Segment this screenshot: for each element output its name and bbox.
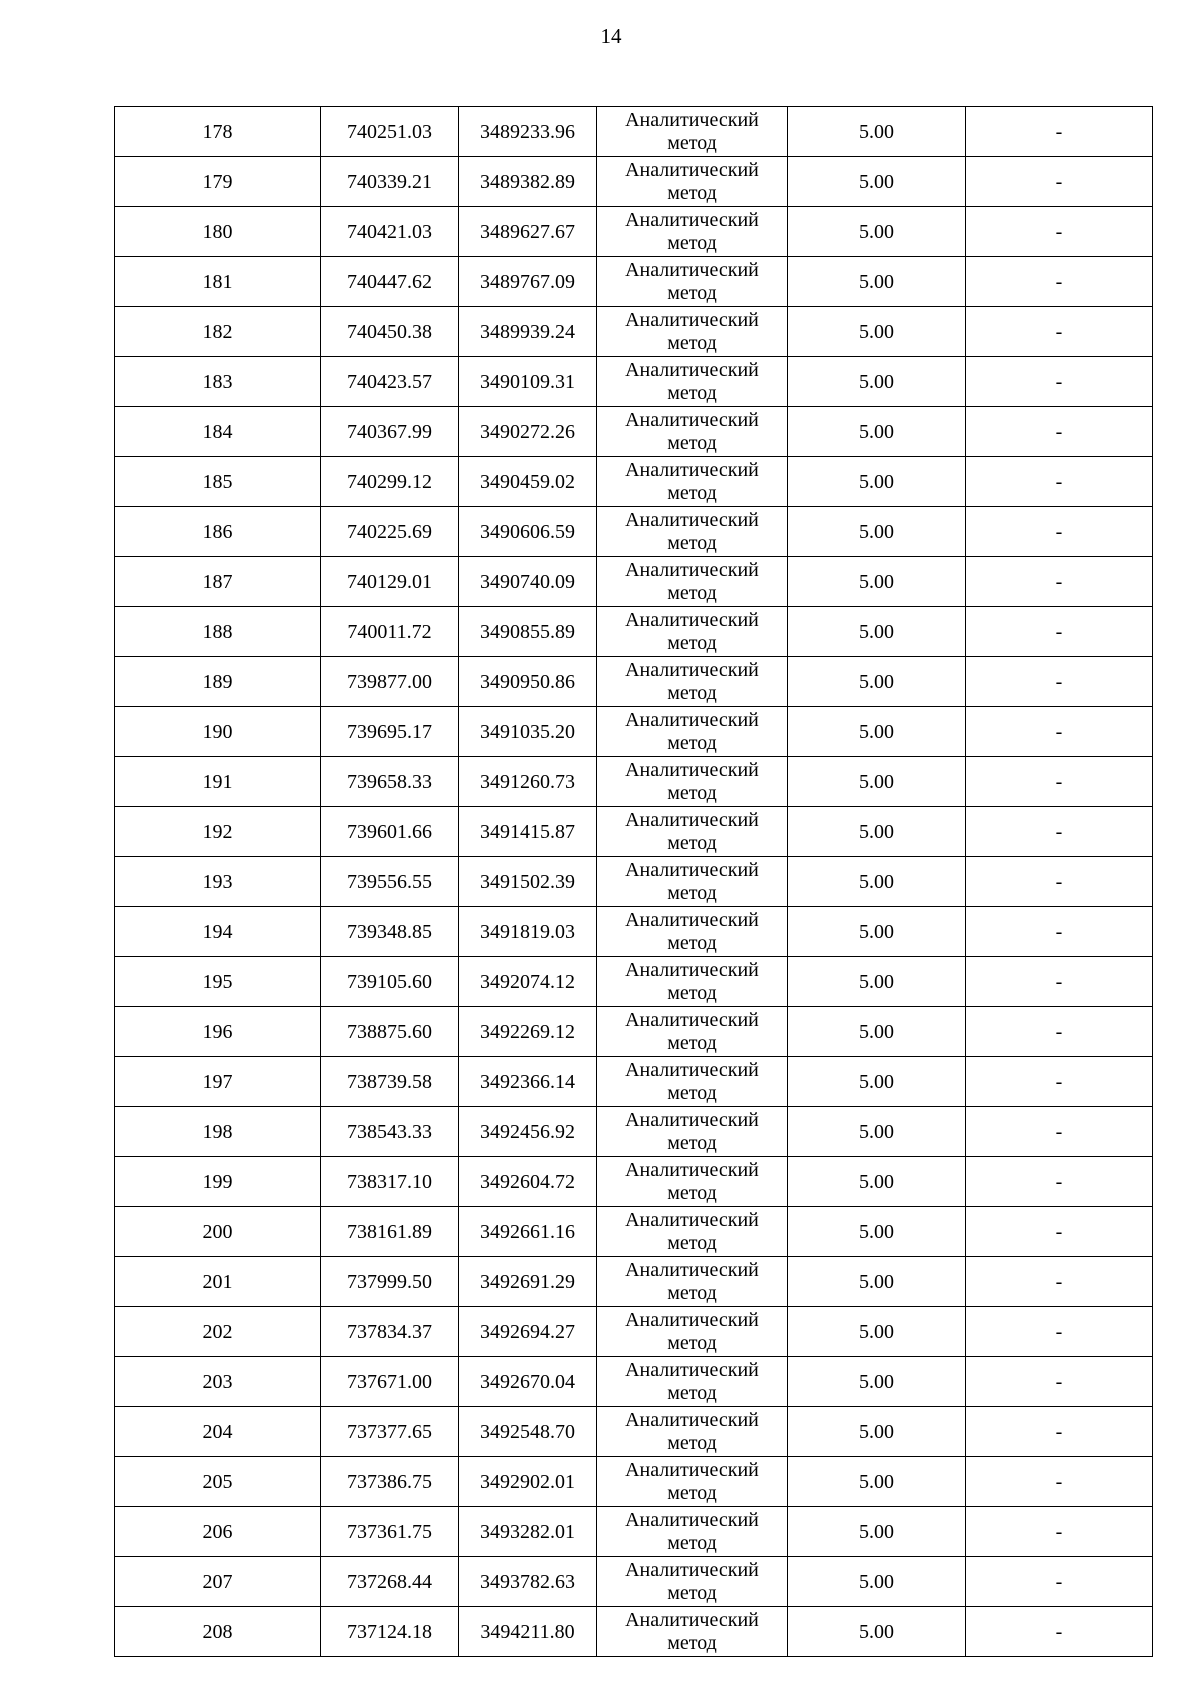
method-line-1: Аналитический bbox=[625, 1309, 759, 1331]
table-row bbox=[115, 1557, 1153, 1607]
method-line-2: метод bbox=[667, 1632, 717, 1654]
method-line-1: Аналитический bbox=[625, 759, 759, 781]
point-number-cell: 205 bbox=[115, 1457, 321, 1507]
accuracy-cell: 5.00 bbox=[788, 1357, 966, 1407]
method-line-2: метод bbox=[667, 1332, 717, 1354]
table-row bbox=[115, 757, 1153, 807]
point-number-cell: 188 bbox=[115, 607, 321, 657]
x-coordinate-cell: 737268.44 bbox=[321, 1557, 459, 1607]
y-coordinate-cell: 3490606.59 bbox=[459, 507, 597, 557]
y-coordinate-cell: 3493282.01 bbox=[459, 1507, 597, 1557]
table-row bbox=[115, 307, 1153, 357]
y-coordinate-cell: 3490855.89 bbox=[459, 607, 597, 657]
note-cell: - bbox=[966, 607, 1153, 657]
accuracy-cell: 5.00 bbox=[788, 1307, 966, 1357]
method-line-2: метод bbox=[667, 1282, 717, 1304]
point-number-cell: 180 bbox=[115, 207, 321, 257]
accuracy-cell: 5.00 bbox=[788, 1507, 966, 1557]
note-cell: - bbox=[966, 207, 1153, 257]
method-line-1: Аналитический bbox=[625, 959, 759, 981]
note-cell: - bbox=[966, 907, 1153, 957]
method-line-2: метод bbox=[667, 482, 717, 504]
note-cell: - bbox=[966, 1107, 1153, 1157]
y-coordinate-cell: 3491260.73 bbox=[459, 757, 597, 807]
page-number: 14 bbox=[600, 24, 622, 48]
method-cell bbox=[597, 1357, 788, 1407]
method-cell bbox=[597, 807, 788, 857]
method-line-1: Аналитический bbox=[625, 859, 759, 881]
method-line-2: метод bbox=[667, 382, 717, 404]
y-coordinate-cell: 3490109.31 bbox=[459, 357, 597, 407]
accuracy-cell: 5.00 bbox=[788, 807, 966, 857]
accuracy-cell: 5.00 bbox=[788, 1157, 966, 1207]
method-line-1: Аналитический bbox=[625, 159, 759, 181]
accuracy-cell: 5.00 bbox=[788, 207, 966, 257]
table-row bbox=[115, 857, 1153, 907]
method-line-2: метод bbox=[667, 682, 717, 704]
y-coordinate-cell: 3494211.80 bbox=[459, 1607, 597, 1657]
method-line-1: Аналитический bbox=[625, 259, 759, 281]
note-cell: - bbox=[966, 1257, 1153, 1307]
y-coordinate-cell: 3489382.89 bbox=[459, 157, 597, 207]
note-cell: - bbox=[966, 1157, 1153, 1207]
y-coordinate-cell: 3490459.02 bbox=[459, 457, 597, 507]
x-coordinate-cell: 738317.10 bbox=[321, 1157, 459, 1207]
accuracy-cell: 5.00 bbox=[788, 857, 966, 907]
note-cell: - bbox=[966, 1357, 1153, 1407]
table-row bbox=[115, 1407, 1153, 1457]
method-line-1: Аналитический bbox=[625, 609, 759, 631]
method-line-2: метод bbox=[667, 132, 717, 154]
table-row bbox=[115, 1057, 1153, 1107]
method-line-1: Аналитический bbox=[625, 359, 759, 381]
y-coordinate-cell: 3492366.14 bbox=[459, 1057, 597, 1107]
point-number-cell: 198 bbox=[115, 1107, 321, 1157]
method-line-1: Аналитический bbox=[625, 909, 759, 931]
method-line-1: Аналитический bbox=[625, 559, 759, 581]
point-number-cell: 191 bbox=[115, 757, 321, 807]
method-cell bbox=[597, 1307, 788, 1357]
table-row bbox=[115, 707, 1153, 757]
y-coordinate-cell: 3490740.09 bbox=[459, 557, 597, 607]
method-cell bbox=[597, 1507, 788, 1557]
y-coordinate-cell: 3492269.12 bbox=[459, 1007, 597, 1057]
point-number-cell: 201 bbox=[115, 1257, 321, 1307]
method-cell bbox=[597, 1157, 788, 1207]
method-cell bbox=[597, 107, 788, 157]
method-line-1: Аналитический bbox=[625, 809, 759, 831]
y-coordinate-cell: 3491035.20 bbox=[459, 707, 597, 757]
table-row bbox=[115, 1607, 1153, 1657]
point-number-cell: 192 bbox=[115, 807, 321, 857]
method-line-1: Аналитический bbox=[625, 1609, 759, 1631]
method-line-1: Аналитический bbox=[625, 1459, 759, 1481]
x-coordinate-cell: 740450.38 bbox=[321, 307, 459, 357]
accuracy-cell: 5.00 bbox=[788, 707, 966, 757]
method-cell bbox=[597, 1607, 788, 1657]
y-coordinate-cell: 3492074.12 bbox=[459, 957, 597, 1007]
x-coordinate-cell: 738543.33 bbox=[321, 1107, 459, 1157]
x-coordinate-cell: 737999.50 bbox=[321, 1257, 459, 1307]
method-cell bbox=[597, 257, 788, 307]
note-cell: - bbox=[966, 957, 1153, 1007]
method-line-2: метод bbox=[667, 1132, 717, 1154]
x-coordinate-cell: 739105.60 bbox=[321, 957, 459, 1007]
method-line-2: метод bbox=[667, 1582, 717, 1604]
y-coordinate-cell: 3491502.39 bbox=[459, 857, 597, 907]
x-coordinate-cell: 739601.66 bbox=[321, 807, 459, 857]
point-number-cell: 208 bbox=[115, 1607, 321, 1657]
method-line-1: Аналитический bbox=[625, 1559, 759, 1581]
y-coordinate-cell: 3490272.26 bbox=[459, 407, 597, 457]
note-cell: - bbox=[966, 707, 1153, 757]
method-line-2: метод bbox=[667, 782, 717, 804]
y-coordinate-cell: 3490950.86 bbox=[459, 657, 597, 707]
table-row bbox=[115, 207, 1153, 257]
method-line-2: метод bbox=[667, 882, 717, 904]
point-number-cell: 199 bbox=[115, 1157, 321, 1207]
method-cell bbox=[597, 757, 788, 807]
table-row bbox=[115, 957, 1153, 1007]
x-coordinate-cell: 737361.75 bbox=[321, 1507, 459, 1557]
method-cell bbox=[597, 1007, 788, 1057]
method-line-1: Аналитический bbox=[625, 209, 759, 231]
method-cell bbox=[597, 1207, 788, 1257]
x-coordinate-cell: 740447.62 bbox=[321, 257, 459, 307]
point-number-cell: 189 bbox=[115, 657, 321, 707]
point-number-cell: 195 bbox=[115, 957, 321, 1007]
x-coordinate-cell: 738161.89 bbox=[321, 1207, 459, 1257]
point-number-cell: 204 bbox=[115, 1407, 321, 1457]
method-line-2: метод bbox=[667, 282, 717, 304]
accuracy-cell: 5.00 bbox=[788, 1457, 966, 1507]
note-cell: - bbox=[966, 457, 1153, 507]
table-row bbox=[115, 407, 1153, 457]
method-cell bbox=[597, 407, 788, 457]
method-cell bbox=[597, 657, 788, 707]
method-line-1: Аналитический bbox=[625, 1359, 759, 1381]
x-coordinate-cell: 740299.12 bbox=[321, 457, 459, 507]
y-coordinate-cell: 3493782.63 bbox=[459, 1557, 597, 1607]
y-coordinate-cell: 3492548.70 bbox=[459, 1407, 597, 1457]
accuracy-cell: 5.00 bbox=[788, 1207, 966, 1257]
method-line-2: метод bbox=[667, 832, 717, 854]
point-number-cell: 186 bbox=[115, 507, 321, 557]
method-line-2: метод bbox=[667, 1182, 717, 1204]
method-cell bbox=[597, 457, 788, 507]
method-line-2: метод bbox=[667, 182, 717, 204]
method-line-2: метод bbox=[667, 1382, 717, 1404]
accuracy-cell: 5.00 bbox=[788, 1407, 966, 1457]
method-line-1: Аналитический bbox=[625, 1159, 759, 1181]
method-line-1: Аналитический bbox=[625, 1259, 759, 1281]
note-cell: - bbox=[966, 107, 1153, 157]
y-coordinate-cell: 3492456.92 bbox=[459, 1107, 597, 1157]
note-cell: - bbox=[966, 1057, 1153, 1107]
table-row bbox=[115, 607, 1153, 657]
table-row bbox=[115, 807, 1153, 857]
table-row bbox=[115, 907, 1153, 957]
point-number-cell: 181 bbox=[115, 257, 321, 307]
accuracy-cell: 5.00 bbox=[788, 657, 966, 707]
method-line-2: метод bbox=[667, 932, 717, 954]
point-number-cell: 197 bbox=[115, 1057, 321, 1107]
accuracy-cell: 5.00 bbox=[788, 1107, 966, 1157]
accuracy-cell: 5.00 bbox=[788, 557, 966, 607]
point-number-cell: 206 bbox=[115, 1507, 321, 1557]
method-line-1: Аналитический bbox=[625, 1059, 759, 1081]
point-number-cell: 185 bbox=[115, 457, 321, 507]
method-line-2: метод bbox=[667, 1232, 717, 1254]
method-line-2: метод bbox=[667, 1532, 717, 1554]
note-cell: - bbox=[966, 1307, 1153, 1357]
table-row bbox=[115, 457, 1153, 507]
method-line-2: метод bbox=[667, 582, 717, 604]
x-coordinate-cell: 739695.17 bbox=[321, 707, 459, 757]
note-cell: - bbox=[966, 557, 1153, 607]
point-number-cell: 200 bbox=[115, 1207, 321, 1257]
point-number-cell: 183 bbox=[115, 357, 321, 407]
x-coordinate-cell: 739658.33 bbox=[321, 757, 459, 807]
method-cell bbox=[597, 207, 788, 257]
method-cell bbox=[597, 157, 788, 207]
note-cell: - bbox=[966, 807, 1153, 857]
y-coordinate-cell: 3492691.29 bbox=[459, 1257, 597, 1307]
method-cell bbox=[597, 307, 788, 357]
x-coordinate-cell: 740129.01 bbox=[321, 557, 459, 607]
accuracy-cell: 5.00 bbox=[788, 607, 966, 657]
method-line-1: Аналитический bbox=[625, 709, 759, 731]
note-cell: - bbox=[966, 1557, 1153, 1607]
method-line-2: метод bbox=[667, 732, 717, 754]
table-row bbox=[115, 507, 1153, 557]
accuracy-cell: 5.00 bbox=[788, 757, 966, 807]
point-number-cell: 207 bbox=[115, 1557, 321, 1607]
note-cell: - bbox=[966, 307, 1153, 357]
x-coordinate-cell: 738875.60 bbox=[321, 1007, 459, 1057]
table-row bbox=[115, 1157, 1153, 1207]
table-row bbox=[115, 357, 1153, 407]
table-row bbox=[115, 107, 1153, 157]
method-line-1: Аналитический bbox=[625, 509, 759, 531]
note-cell: - bbox=[966, 1457, 1153, 1507]
method-line-2: метод bbox=[667, 632, 717, 654]
accuracy-cell: 5.00 bbox=[788, 107, 966, 157]
point-number-cell: 194 bbox=[115, 907, 321, 957]
table-row bbox=[115, 1507, 1153, 1557]
accuracy-cell: 5.00 bbox=[788, 307, 966, 357]
x-coordinate-cell: 737671.00 bbox=[321, 1357, 459, 1407]
table-row bbox=[115, 1457, 1153, 1507]
method-line-1: Аналитический bbox=[625, 109, 759, 131]
accuracy-cell: 5.00 bbox=[788, 1607, 966, 1657]
y-coordinate-cell: 3489627.67 bbox=[459, 207, 597, 257]
method-line-1: Аналитический bbox=[625, 409, 759, 431]
note-cell: - bbox=[966, 507, 1153, 557]
accuracy-cell: 5.00 bbox=[788, 1557, 966, 1607]
table-row bbox=[115, 557, 1153, 607]
x-coordinate-cell: 738739.58 bbox=[321, 1057, 459, 1107]
method-line-2: метод bbox=[667, 1082, 717, 1104]
accuracy-cell: 5.00 bbox=[788, 507, 966, 557]
point-number-cell: 182 bbox=[115, 307, 321, 357]
accuracy-cell: 5.00 bbox=[788, 157, 966, 207]
note-cell: - bbox=[966, 757, 1153, 807]
method-cell bbox=[597, 1107, 788, 1157]
accuracy-cell: 5.00 bbox=[788, 407, 966, 457]
note-cell: - bbox=[966, 407, 1153, 457]
note-cell: - bbox=[966, 157, 1153, 207]
point-number-cell: 190 bbox=[115, 707, 321, 757]
method-line-1: Аналитический bbox=[625, 309, 759, 331]
y-coordinate-cell: 3489939.24 bbox=[459, 307, 597, 357]
x-coordinate-cell: 737834.37 bbox=[321, 1307, 459, 1357]
x-coordinate-cell: 737386.75 bbox=[321, 1457, 459, 1507]
x-coordinate-cell: 740421.03 bbox=[321, 207, 459, 257]
method-cell bbox=[597, 557, 788, 607]
table-row bbox=[115, 1307, 1153, 1357]
table-row bbox=[115, 657, 1153, 707]
method-cell bbox=[597, 1557, 788, 1607]
note-cell: - bbox=[966, 357, 1153, 407]
method-line-2: метод bbox=[667, 432, 717, 454]
table-row bbox=[115, 157, 1153, 207]
x-coordinate-cell: 740225.69 bbox=[321, 507, 459, 557]
table-row bbox=[115, 1007, 1153, 1057]
x-coordinate-cell: 739556.55 bbox=[321, 857, 459, 907]
method-cell bbox=[597, 957, 788, 1007]
method-cell bbox=[597, 507, 788, 557]
table-row bbox=[115, 1257, 1153, 1307]
y-coordinate-cell: 3492661.16 bbox=[459, 1207, 597, 1257]
method-line-1: Аналитический bbox=[625, 1409, 759, 1431]
y-coordinate-cell: 3491415.87 bbox=[459, 807, 597, 857]
point-number-cell: 196 bbox=[115, 1007, 321, 1057]
x-coordinate-cell: 740251.03 bbox=[321, 107, 459, 157]
point-number-cell: 178 bbox=[115, 107, 321, 157]
x-coordinate-cell: 740423.57 bbox=[321, 357, 459, 407]
y-coordinate-cell: 3489233.96 bbox=[459, 107, 597, 157]
method-line-1: Аналитический bbox=[625, 1109, 759, 1131]
method-cell bbox=[597, 907, 788, 957]
accuracy-cell: 5.00 bbox=[788, 457, 966, 507]
point-number-cell: 187 bbox=[115, 557, 321, 607]
note-cell: - bbox=[966, 657, 1153, 707]
accuracy-cell: 5.00 bbox=[788, 957, 966, 1007]
point-number-cell: 203 bbox=[115, 1357, 321, 1407]
accuracy-cell: 5.00 bbox=[788, 907, 966, 957]
method-line-1: Аналитический bbox=[625, 459, 759, 481]
method-cell bbox=[597, 1057, 788, 1107]
method-cell bbox=[597, 1457, 788, 1507]
point-number-cell: 193 bbox=[115, 857, 321, 907]
method-cell bbox=[597, 707, 788, 757]
method-line-2: метод bbox=[667, 982, 717, 1004]
point-number-cell: 184 bbox=[115, 407, 321, 457]
y-coordinate-cell: 3492694.27 bbox=[459, 1307, 597, 1357]
table-row bbox=[115, 1207, 1153, 1257]
coordinates-table bbox=[114, 106, 1153, 1657]
x-coordinate-cell: 739348.85 bbox=[321, 907, 459, 957]
y-coordinate-cell: 3489767.09 bbox=[459, 257, 597, 307]
accuracy-cell: 5.00 bbox=[788, 1007, 966, 1057]
method-line-2: метод bbox=[667, 1482, 717, 1504]
x-coordinate-cell: 737377.65 bbox=[321, 1407, 459, 1457]
accuracy-cell: 5.00 bbox=[788, 357, 966, 407]
method-cell bbox=[597, 607, 788, 657]
method-cell bbox=[597, 857, 788, 907]
method-line-1: Аналитический bbox=[625, 1209, 759, 1231]
table-row bbox=[115, 1107, 1153, 1157]
method-cell bbox=[597, 357, 788, 407]
x-coordinate-cell: 740367.99 bbox=[321, 407, 459, 457]
x-coordinate-cell: 737124.18 bbox=[321, 1607, 459, 1657]
method-line-2: метод bbox=[667, 532, 717, 554]
x-coordinate-cell: 740011.72 bbox=[321, 607, 459, 657]
method-line-2: метод bbox=[667, 232, 717, 254]
y-coordinate-cell: 3492902.01 bbox=[459, 1457, 597, 1507]
x-coordinate-cell: 740339.21 bbox=[321, 157, 459, 207]
note-cell: - bbox=[966, 1007, 1153, 1057]
table-row bbox=[115, 1357, 1153, 1407]
note-cell: - bbox=[966, 1207, 1153, 1257]
method-line-1: Аналитический bbox=[625, 659, 759, 681]
table-row bbox=[115, 257, 1153, 307]
accuracy-cell: 5.00 bbox=[788, 1257, 966, 1307]
method-line-1: Аналитический bbox=[625, 1509, 759, 1531]
method-line-2: метод bbox=[667, 332, 717, 354]
method-line-1: Аналитический bbox=[625, 1009, 759, 1031]
point-number-cell: 179 bbox=[115, 157, 321, 207]
method-line-2: метод bbox=[667, 1032, 717, 1054]
note-cell: - bbox=[966, 1507, 1153, 1557]
y-coordinate-cell: 3491819.03 bbox=[459, 907, 597, 957]
method-cell bbox=[597, 1407, 788, 1457]
point-number-cell: 202 bbox=[115, 1307, 321, 1357]
note-cell: - bbox=[966, 257, 1153, 307]
method-line-2: метод bbox=[667, 1432, 717, 1454]
accuracy-cell: 5.00 bbox=[788, 1057, 966, 1107]
y-coordinate-cell: 3492670.04 bbox=[459, 1357, 597, 1407]
note-cell: - bbox=[966, 857, 1153, 907]
accuracy-cell: 5.00 bbox=[788, 257, 966, 307]
coordinates-table-body bbox=[115, 107, 1153, 1657]
y-coordinate-cell: 3492604.72 bbox=[459, 1157, 597, 1207]
note-cell: - bbox=[966, 1607, 1153, 1657]
note-cell: - bbox=[966, 1407, 1153, 1457]
x-coordinate-cell: 739877.00 bbox=[321, 657, 459, 707]
method-cell bbox=[597, 1257, 788, 1307]
